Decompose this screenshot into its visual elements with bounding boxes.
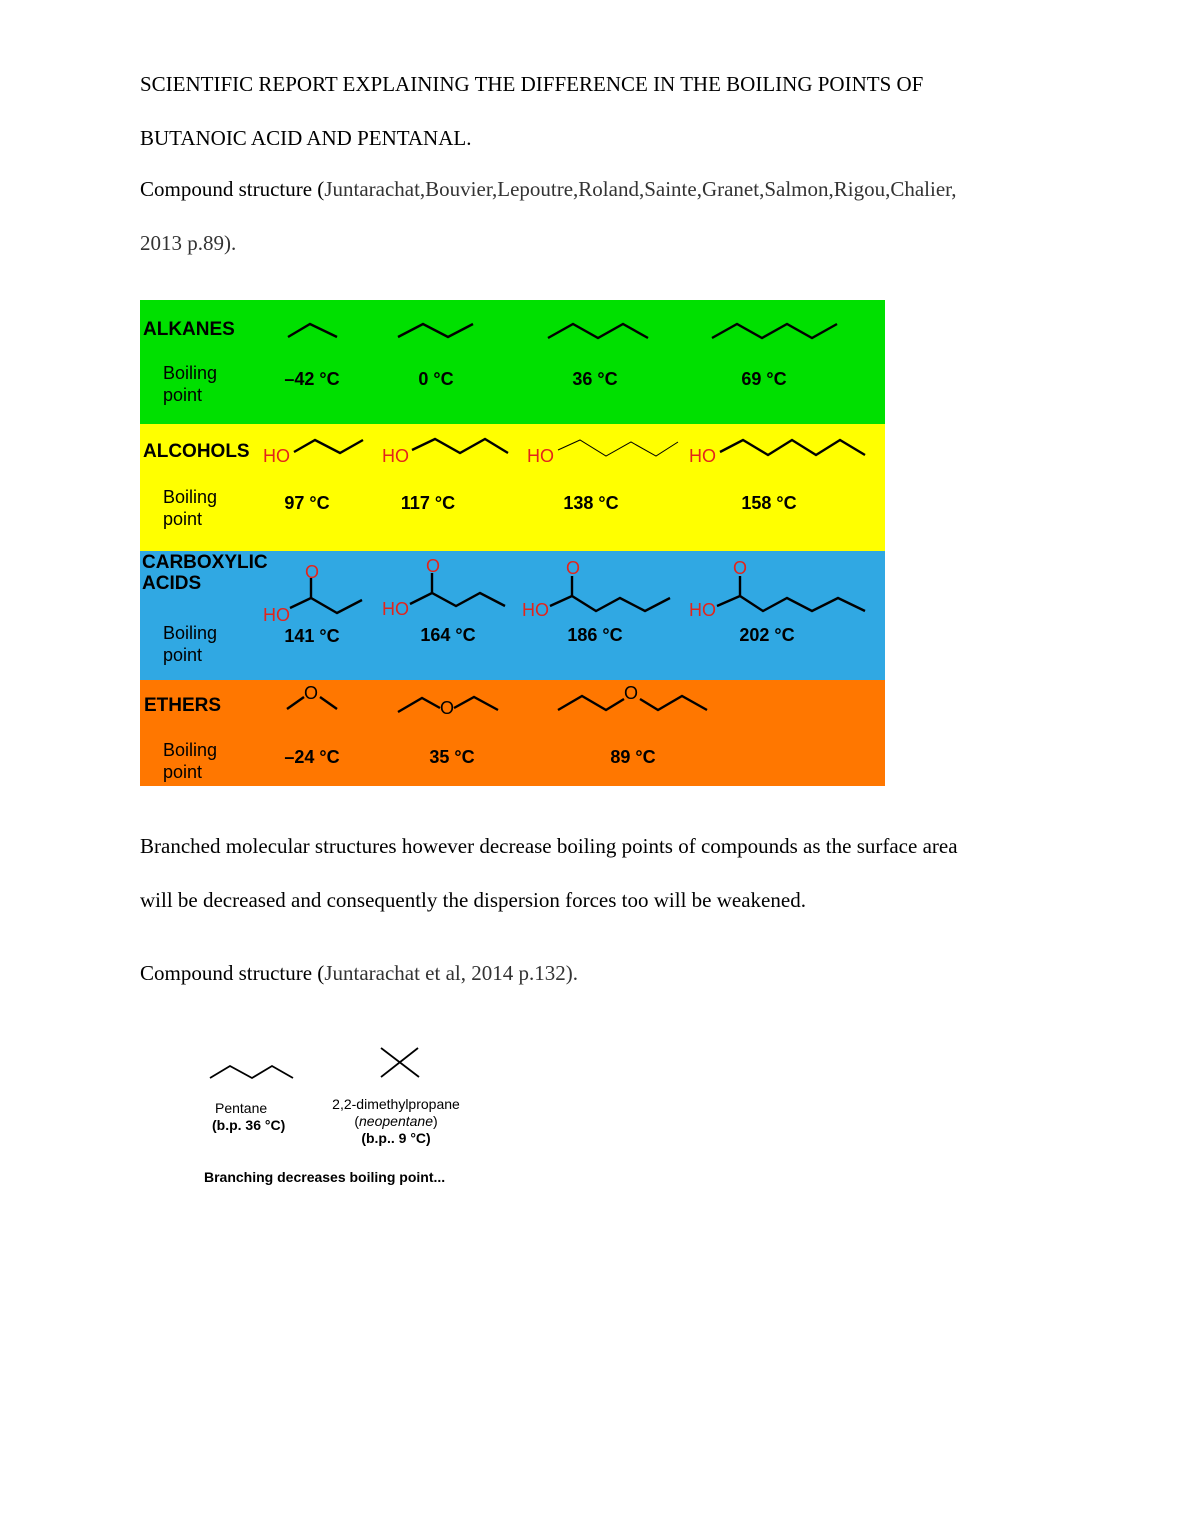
ether-oxygen-label: O xyxy=(624,683,639,703)
caption-prefix: Compound structure ( xyxy=(140,961,325,985)
ether-bp-value: 35 °C xyxy=(429,747,475,767)
figure1-caption-line-1 xyxy=(140,176,957,202)
alkanes-point-label: point xyxy=(163,385,203,405)
dipropyl-ether-structure xyxy=(558,696,624,710)
diethyl-ether-structure xyxy=(398,698,440,712)
hexanol-structure xyxy=(720,440,865,455)
hydroxyl-label: HO xyxy=(263,605,290,625)
hydroxyl-label: HO xyxy=(689,600,716,620)
alcohol-bp-value: 97 °C xyxy=(284,493,330,513)
diethyl-ether-structure-b xyxy=(454,697,498,710)
carbonyl-oxygen-label: O xyxy=(566,558,581,578)
hexane-structure xyxy=(712,324,837,338)
alcohols-boiling-label: Boiling xyxy=(163,487,218,507)
neopentane-common-name: (neopentane) xyxy=(354,1113,438,1129)
alcohols-header: ALCOHOLS xyxy=(143,441,250,462)
alcohols-point-label: point xyxy=(163,509,203,529)
ethers-boiling-label: Boiling xyxy=(163,740,218,760)
alcohol-bp-value: 138 °C xyxy=(563,493,619,513)
neopentane-name: 2,2-dimethylpropane xyxy=(332,1096,460,1112)
acid-bp-value: 164 °C xyxy=(420,625,476,645)
neopentane-italic: neopentane xyxy=(359,1113,433,1129)
dimethyl-ether-structure-b xyxy=(320,697,337,709)
ethers-header: ETHERS xyxy=(144,695,222,716)
propane-structure xyxy=(288,324,337,337)
alcohol-bp-value: 158 °C xyxy=(741,493,797,513)
hydroxyl-label: HO xyxy=(263,446,290,466)
branching-caption: Branching decreases boiling point... xyxy=(204,1169,446,1185)
propanol-structure xyxy=(294,440,363,453)
ether-oxygen-label: O xyxy=(440,698,455,718)
pentane-structure xyxy=(548,324,648,338)
neopentane-bp: (b.p.. 9 °C) xyxy=(361,1130,431,1146)
acid-bp-value: 202 °C xyxy=(739,625,795,645)
hydroxyl-label: HO xyxy=(527,446,554,466)
acid-bp-value: 141 °C xyxy=(284,626,340,646)
carbonyl-oxygen-label: O xyxy=(733,558,748,578)
alkanes-boiling-label: Boiling xyxy=(163,363,218,383)
hydroxyl-label: HO xyxy=(522,600,549,620)
ether-bp-value: –24 °C xyxy=(284,747,340,767)
report-title-line-1: SCIENTIFIC REPORT EXPLAINING THE DIFFERENCE IN THE BOILING POINTS OF xyxy=(140,72,924,96)
hydroxyl-label: HO xyxy=(382,446,409,466)
dipropyl-ether-structure-b xyxy=(640,696,707,710)
carbonyl-oxygen-label: O xyxy=(426,556,441,576)
pentanoic-acid-structure xyxy=(550,596,670,611)
ethanoic-like-acid-structure xyxy=(290,598,362,613)
ether-oxygen-label: O xyxy=(304,683,319,703)
figure1-caption-line-2: 2013 p.89). xyxy=(140,231,237,255)
paragraph-line-1: Branched molecular structures however decrease boiling points of compounds as the surface area xyxy=(140,834,958,858)
hydroxyl-label: HO xyxy=(689,446,716,466)
carboxylic-header-line-1: CARBOXYLIC xyxy=(142,552,268,573)
alkane-bp-value: 0 °C xyxy=(418,369,454,389)
alkane-bp-value: –42 °C xyxy=(284,369,340,389)
butanol-structure xyxy=(412,439,508,453)
branching-figure xyxy=(200,1040,500,1190)
alkane-bp-value: 69 °C xyxy=(741,369,787,389)
acids-point-label: point xyxy=(163,645,203,665)
hydroxyl-label: HO xyxy=(382,599,409,619)
butane-structure xyxy=(398,324,473,337)
paragraph-line-2: will be decreased and consequently the dispersion forces too will be weakened. xyxy=(140,888,806,912)
acid-bp-value: 186 °C xyxy=(567,625,623,645)
pentane-skeleton xyxy=(210,1066,293,1078)
dimethyl-ether-structure xyxy=(287,697,304,709)
pentanol-structure xyxy=(558,440,678,456)
caption-prefix: Compound structure ( xyxy=(140,177,325,201)
acids-boiling-label: Boiling xyxy=(163,623,218,643)
ether-bp-value: 89 °C xyxy=(610,747,656,767)
figure2-caption xyxy=(140,960,578,986)
pentane-bp: (b.p. 36 °C) xyxy=(212,1117,286,1133)
ethers-point-label: point xyxy=(163,762,203,782)
citation: Juntarachat,Bouvier,Lepoutre,Roland,Sainte,Granet,Salmon,Rigou,Chalier, xyxy=(324,177,957,201)
pentane-name: Pentane xyxy=(215,1100,268,1116)
carboxylic-header-line-2: ACIDS xyxy=(142,573,202,594)
butanoic-acid-structure xyxy=(410,593,505,606)
alkanes-header: ALKANES xyxy=(143,319,235,340)
report-title-line-2: BUTANOIC ACID AND PENTANAL. xyxy=(140,126,472,150)
citation: Juntarachat et al, 2014 p.132). xyxy=(324,961,578,985)
boiling-point-table-figure xyxy=(140,300,885,786)
alcohol-bp-value: 117 °C xyxy=(400,493,456,513)
carbonyl-oxygen-label: O xyxy=(305,562,320,582)
hexanoic-acid-structure xyxy=(717,596,865,611)
alkane-bp-value: 36 °C xyxy=(572,369,618,389)
